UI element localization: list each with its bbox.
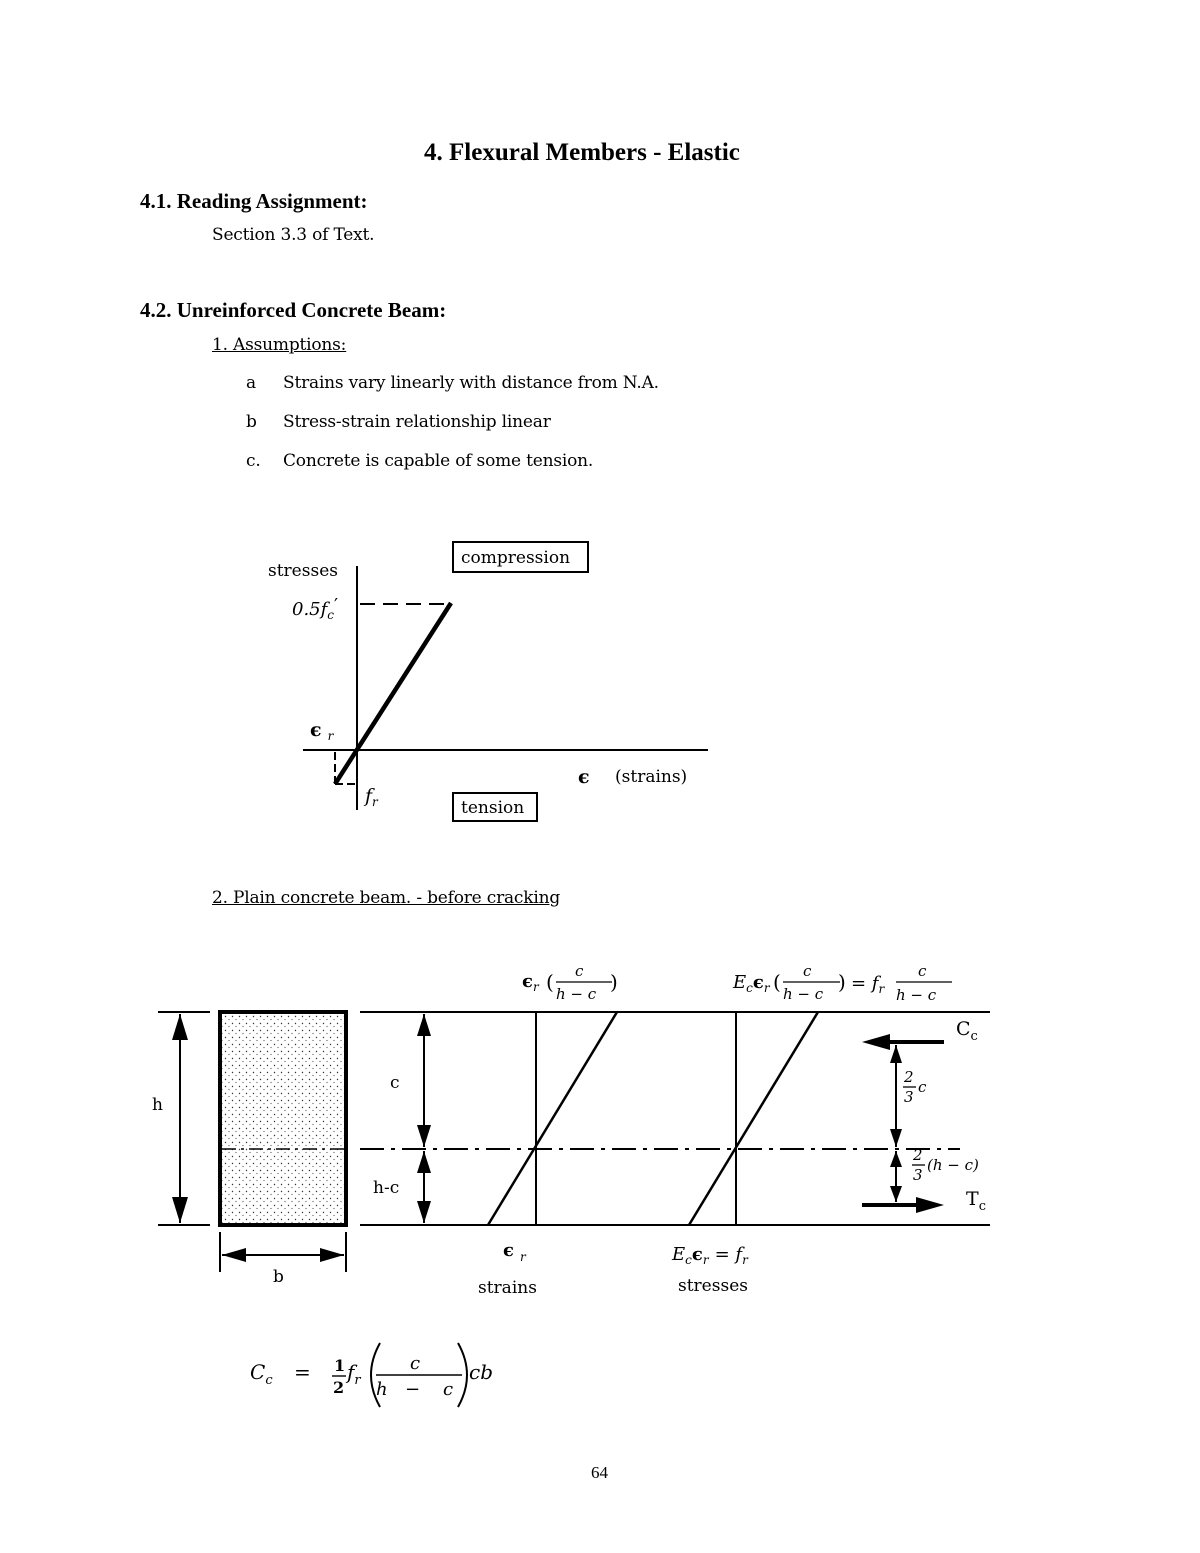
rupture-strain-label <box>310 719 335 743</box>
stress-strain-line <box>335 603 451 784</box>
peak-stress-value: 0.5f <box>292 599 328 620</box>
equation-f-letter: f <box>347 1360 355 1384</box>
strain-top-sub: r <box>532 980 539 994</box>
two-thirds-hc-arrow-up <box>890 1151 902 1167</box>
equation-f <box>345 1360 361 1388</box>
hc-arrow-down <box>417 1201 431 1223</box>
two-thirds-hc-num: 2 <box>913 1146 923 1164</box>
hc-label: h-c <box>373 1178 400 1198</box>
h-arrow-up <box>172 1014 188 1040</box>
stresses-axis-label: stresses <box>268 561 338 581</box>
equation-frac-den-h: h <box>376 1379 388 1400</box>
strain-top-paren-close: ) <box>610 970 618 994</box>
equation-lhs <box>250 1360 273 1388</box>
stress-bottom-eps-sub: r <box>702 1253 709 1267</box>
two-thirds-hc-arrow-down <box>890 1186 902 1202</box>
assumption-text-a: Strains vary linearly with distance from N.A. <box>283 373 659 393</box>
compression-label: compression <box>461 548 571 568</box>
h-arrow-down <box>172 1197 188 1223</box>
stress-top-rhs-den: h − c <box>896 986 937 1004</box>
stress-top-eps: ϵ <box>752 972 764 993</box>
equation-lhs-C: C <box>250 1360 266 1384</box>
equation-half-num: 1 <box>334 1356 346 1375</box>
two-thirds-c-arrow-down <box>890 1129 902 1147</box>
stress-top-paren-close: ) <box>838 970 846 994</box>
stress-top-rhs-num: c <box>918 962 927 980</box>
strain-axis-label: (strains) <box>615 767 688 787</box>
rupture-stress-f: f <box>365 785 373 807</box>
rupture-strain-eps: ϵ <box>310 719 322 741</box>
stress-bottom-rsub: r <box>742 1253 748 1267</box>
b-arrow-left <box>222 1248 246 1262</box>
cc-equation <box>240 1335 520 1415</box>
plain-beam-diagram <box>0 900 1200 1320</box>
cc-C: C <box>956 1018 971 1040</box>
stress-top-den: h − c <box>783 985 824 1003</box>
peak-stress-prime: ′ <box>334 595 339 616</box>
assumption-marker-a: a <box>246 373 256 393</box>
tension-label: tension <box>461 798 525 818</box>
tc-sub: c <box>978 1199 986 1214</box>
equation-equals: = <box>294 1360 311 1384</box>
equation-tail: cb <box>469 1360 494 1384</box>
stress-top-lhs <box>732 972 771 995</box>
equation-half-den: 2 <box>333 1378 345 1397</box>
page-number: 64 <box>591 1463 608 1482</box>
equation-lhs-sub: c <box>265 1373 273 1388</box>
assumption-text-b: Stress-strain relationship linear <box>283 412 551 432</box>
strain-top-paren-open: ( <box>546 970 554 994</box>
peak-stress-label <box>292 595 338 622</box>
strain-top-label <box>522 971 540 994</box>
tc-T: T <box>966 1188 979 1210</box>
two-thirds-c-var: c <box>918 1078 927 1096</box>
two-thirds-hc-den: 3 <box>913 1166 923 1184</box>
tc-label <box>966 1188 986 1214</box>
peak-stress-sub: c <box>327 608 335 622</box>
stress-top-E: E <box>733 972 747 993</box>
strain-top-num: c <box>575 962 584 980</box>
stress-top-num: c <box>803 962 812 980</box>
stress-bottom-eq: = f <box>714 1244 743 1265</box>
stress-top-E-sub: c <box>746 981 753 995</box>
strain-axis-symbol: ϵ <box>578 766 590 788</box>
stress-top-eps-sub: r <box>763 981 770 995</box>
two-thirds-c-num: 2 <box>904 1068 914 1086</box>
rupture-stress-sub: r <box>372 795 378 809</box>
c-label: c <box>390 1073 400 1093</box>
strain-top-den: h − c <box>556 985 597 1003</box>
rupture-stress-label <box>363 785 379 809</box>
two-thirds-hc-var: (h − c) <box>927 1156 979 1174</box>
section-heading-reading: 4.1. Reading Assignment: <box>140 189 368 213</box>
stress-bottom-E-sub: c <box>685 1253 692 1267</box>
hc-arrow-up <box>417 1151 431 1173</box>
stress-bottom-eps: ϵ <box>691 1244 703 1265</box>
rupture-strain-sub: r <box>327 729 334 743</box>
stresses-label: stresses <box>678 1276 748 1296</box>
assumption-text-c: Concrete is capable of some tension. <box>283 451 594 471</box>
strain-bottom-eps: ϵ <box>503 1240 514 1261</box>
b-label: b <box>273 1267 284 1287</box>
stress-top-eq-f: = f <box>851 973 879 994</box>
stress-top-equals <box>851 973 885 996</box>
equation-frac-den-minus: − <box>405 1379 421 1400</box>
assumption-marker-b: b <box>246 412 257 432</box>
stress-top-paren-open: ( <box>773 970 781 994</box>
plain-beam-heading: 2. Plain concrete beam. - before cracking <box>212 888 561 908</box>
equation-f-sub: r <box>354 1373 361 1388</box>
stress-bottom-E: E <box>672 1244 686 1265</box>
strain-bottom-label <box>503 1240 527 1264</box>
cc-label <box>956 1018 978 1044</box>
strain-distribution-line <box>488 1012 617 1225</box>
strains-label: strains <box>478 1278 537 1298</box>
two-thirds-c-den: 3 <box>904 1088 914 1106</box>
equation-frac-num: c <box>410 1353 421 1374</box>
c-arrow-up <box>417 1014 431 1036</box>
h-label: h <box>152 1095 163 1115</box>
strain-top-eps: ϵ <box>522 971 533 992</box>
tc-arrow-head <box>916 1197 944 1213</box>
stress-distribution-line <box>689 1012 818 1225</box>
stress-bottom-label <box>671 1244 749 1267</box>
stress-top-rhs-sub: r <box>878 982 885 996</box>
beam-cross-section <box>220 1012 346 1225</box>
reading-text: Section 3.3 of Text. <box>212 225 375 245</box>
section-heading-beam: 4.2. Unreinforced Concrete Beam: <box>140 298 447 322</box>
c-arrow-down <box>417 1125 431 1147</box>
cc-arrow-head <box>862 1034 890 1050</box>
b-arrow-right <box>320 1248 344 1262</box>
two-thirds-c-arrow-up <box>890 1045 902 1063</box>
equation-frac-den-c: c <box>443 1379 454 1400</box>
strain-bottom-sub: r <box>519 1250 526 1264</box>
cc-sub: c <box>970 1029 978 1044</box>
page-title: 4. Flexural Members - Elastic <box>424 139 740 166</box>
assumptions-heading: 1. Assumptions: <box>212 335 347 355</box>
assumption-marker-c: c. <box>246 451 261 471</box>
